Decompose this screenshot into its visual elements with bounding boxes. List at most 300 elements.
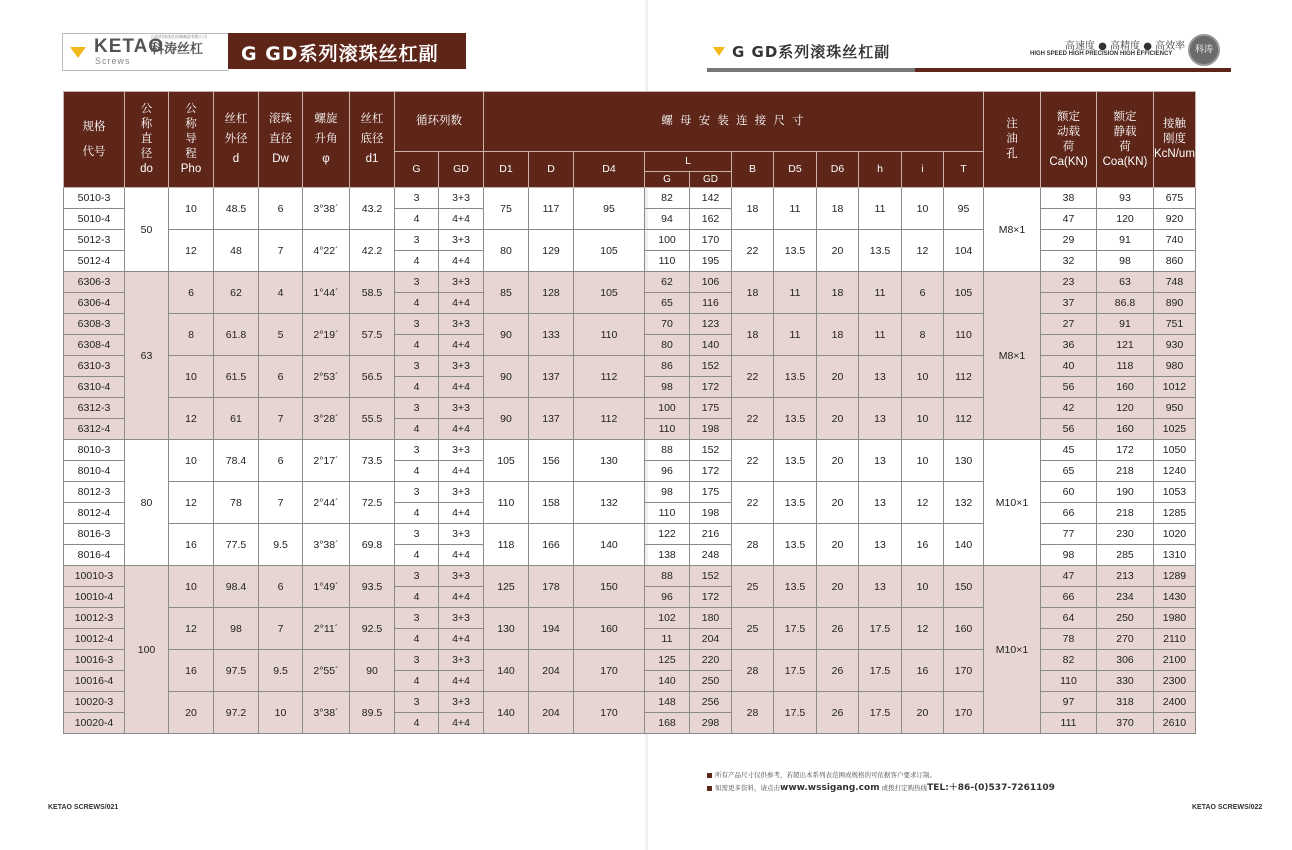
cell-g: 4 (395, 713, 439, 734)
cell-oil-hole: M8×1 (984, 272, 1041, 440)
th-nominal-diameter: 公 称 直 径 do (125, 92, 169, 188)
cell-t: 170 (944, 650, 984, 692)
cell-gd: 4+4 (439, 587, 484, 608)
cell-gd: 4+4 (439, 419, 484, 440)
th-l-g: G (645, 172, 690, 188)
cell-i: 10 (902, 398, 944, 440)
cell-d: 97.5 (214, 650, 259, 692)
cell-g: 4 (395, 503, 439, 524)
cell-static-load: 160 (1097, 377, 1154, 398)
cell-d6: 18 (817, 188, 859, 230)
th-t: T (944, 152, 984, 188)
cell-l-gd: 123 (690, 314, 732, 335)
cell-l-gd: 175 (690, 398, 732, 419)
th-d5: D5 (774, 152, 817, 188)
seal-icon: 科涛 (1188, 34, 1220, 66)
cell-h: 17.5 (859, 692, 902, 734)
cell-static-load: 218 (1097, 461, 1154, 482)
cell-static-load: 218 (1097, 503, 1154, 524)
cell-d1: 43.2 (350, 188, 395, 230)
cell-t: 112 (944, 356, 984, 398)
cell-code: 6310-4 (64, 377, 125, 398)
cell-h: 13.5 (859, 230, 902, 272)
cell-code: 6306-4 (64, 293, 125, 314)
cell-static-load: 93 (1097, 188, 1154, 209)
cell-b: 18 (732, 272, 774, 314)
cell-l-gd: 116 (690, 293, 732, 314)
cell-dynamic-load: 82 (1041, 650, 1097, 671)
cell-g: 4 (395, 461, 439, 482)
cell-code: 8016-3 (64, 524, 125, 545)
cell-g: 3 (395, 440, 439, 461)
cell-static-load: 270 (1097, 629, 1154, 650)
cell-nominal-diameter: 100 (125, 566, 169, 734)
cell-l-gd: 152 (690, 440, 732, 461)
cell-static-load: 318 (1097, 692, 1154, 713)
th-g: G (395, 152, 439, 188)
right-rule-brown (915, 68, 1231, 72)
cell-lead: 20 (169, 692, 214, 734)
cell-gd: 3+3 (439, 482, 484, 503)
cell-stiffness: 2610 (1154, 713, 1196, 734)
cell-d5: 13.5 (774, 230, 817, 272)
cell-static-load: 250 (1097, 608, 1154, 629)
cell-d6: 20 (817, 440, 859, 482)
th-l: L (645, 152, 732, 172)
cell-code: 8010-3 (64, 440, 125, 461)
cell-l-g: 11 (645, 629, 690, 650)
cell-gd: 3+3 (439, 524, 484, 545)
cell-d1: 89.5 (350, 692, 395, 734)
cell-static-load: 120 (1097, 209, 1154, 230)
cell-stiffness: 950 (1154, 398, 1196, 419)
cell-l-gd: 250 (690, 671, 732, 692)
cell-dynamic-load: 98 (1041, 545, 1097, 566)
cell-static-load: 330 (1097, 671, 1154, 692)
cell-l-g: 100 (645, 230, 690, 251)
cell-stiffness: 980 (1154, 356, 1196, 377)
cell-nut-d1: 105 (484, 440, 529, 482)
cell-gd: 3+3 (439, 188, 484, 209)
cell-phi: 2°44´ (303, 482, 350, 524)
logo-sub: Screws (95, 56, 131, 66)
cell-d1: 72.5 (350, 482, 395, 524)
cell-nut-d4: 110 (574, 314, 645, 356)
cell-dynamic-load: 23 (1041, 272, 1097, 293)
cell-d6: 26 (817, 692, 859, 734)
th-nominal-lead: 公 称 导 程 Pho (169, 92, 214, 188)
cell-l-g: 70 (645, 314, 690, 335)
cell-code: 6312-3 (64, 398, 125, 419)
cell-nut-d1: 85 (484, 272, 529, 314)
cell-gd: 4+4 (439, 293, 484, 314)
cell-l-gd: 106 (690, 272, 732, 293)
cell-b: 28 (732, 524, 774, 566)
cell-l-g: 138 (645, 545, 690, 566)
cell-g: 3 (395, 272, 439, 293)
cell-stiffness: 1240 (1154, 461, 1196, 482)
cell-nut-d: 129 (529, 230, 574, 272)
cell-g: 4 (395, 629, 439, 650)
cell-nut-d: 117 (529, 188, 574, 230)
cell-t: 130 (944, 440, 984, 482)
cell-g: 4 (395, 587, 439, 608)
right-arrow-icon (713, 47, 725, 56)
cell-dynamic-load: 29 (1041, 230, 1097, 251)
cell-d5: 11 (774, 272, 817, 314)
cell-i: 12 (902, 482, 944, 524)
cell-b: 28 (732, 650, 774, 692)
cell-nut-d1: 140 (484, 692, 529, 734)
logo-arrow-icon (70, 47, 86, 58)
cell-static-load: 160 (1097, 419, 1154, 440)
cell-gd: 3+3 (439, 314, 484, 335)
cell-h: 13 (859, 524, 902, 566)
cell-static-load: 285 (1097, 545, 1154, 566)
cell-i: 12 (902, 230, 944, 272)
cell-gd: 4+4 (439, 503, 484, 524)
bullet-square-icon (707, 773, 712, 778)
cell-dynamic-load: 45 (1041, 440, 1097, 461)
cell-gd: 3+3 (439, 692, 484, 713)
cell-i: 16 (902, 524, 944, 566)
cell-g: 4 (395, 251, 439, 272)
cell-stiffness: 751 (1154, 314, 1196, 335)
spec-table (63, 91, 1196, 734)
cell-l-gd: 142 (690, 188, 732, 209)
th-helix-angle: 螺旋 升角 φ (303, 92, 350, 188)
cell-phi: 1°44´ (303, 272, 350, 314)
cell-d5: 13.5 (774, 566, 817, 608)
cell-d6: 26 (817, 650, 859, 692)
cell-b: 22 (732, 230, 774, 272)
table-row (64, 272, 1196, 293)
cell-b: 22 (732, 356, 774, 398)
cell-stiffness: 1289 (1154, 566, 1196, 587)
cell-nut-d: 204 (529, 650, 574, 692)
cell-static-load: 234 (1097, 587, 1154, 608)
cell-stiffness: 2300 (1154, 671, 1196, 692)
cell-nut-d4: 105 (574, 230, 645, 272)
cell-gd: 4+4 (439, 671, 484, 692)
cell-g: 3 (395, 524, 439, 545)
logo-cn: 科涛丝杠 (151, 42, 204, 57)
cell-d: 78.4 (214, 440, 259, 482)
cell-h: 17.5 (859, 650, 902, 692)
note-line-1: 所有产品尺寸仅供参考，若超出本系列表范围或规格的可依据客户要求订制。 (707, 770, 936, 779)
cell-nut-d: 166 (529, 524, 574, 566)
cell-dynamic-load: 56 (1041, 419, 1097, 440)
cell-d5: 11 (774, 314, 817, 356)
cell-static-load: 120 (1097, 398, 1154, 419)
cell-phi: 2°17´ (303, 440, 350, 482)
th-d-nut: D (529, 152, 574, 188)
cell-static-load: 121 (1097, 335, 1154, 356)
cell-gd: 3+3 (439, 566, 484, 587)
cell-l-g: 82 (645, 188, 690, 209)
cell-code: 10016-4 (64, 671, 125, 692)
cell-dw: 6 (259, 566, 303, 608)
cell-l-gd: 298 (690, 713, 732, 734)
cell-gd: 4+4 (439, 251, 484, 272)
cell-gd: 3+3 (439, 272, 484, 293)
cell-stiffness: 1285 (1154, 503, 1196, 524)
cell-code: 8012-4 (64, 503, 125, 524)
cell-d6: 20 (817, 230, 859, 272)
cell-dynamic-load: 37 (1041, 293, 1097, 314)
cell-nut-d: 178 (529, 566, 574, 608)
cell-gd: 4+4 (439, 461, 484, 482)
cell-code: 10020-4 (64, 713, 125, 734)
cell-nut-d4: 170 (574, 650, 645, 692)
cell-g: 4 (395, 419, 439, 440)
cell-stiffness: 1053 (1154, 482, 1196, 503)
cell-code: 10012-3 (64, 608, 125, 629)
cell-g: 4 (395, 377, 439, 398)
cell-stiffness: 930 (1154, 335, 1196, 356)
cell-dynamic-load: 110 (1041, 671, 1097, 692)
bullet-square-icon (707, 786, 712, 791)
cell-lead: 6 (169, 272, 214, 314)
cell-static-load: 190 (1097, 482, 1154, 503)
cell-t: 150 (944, 566, 984, 608)
cell-dynamic-load: 42 (1041, 398, 1097, 419)
cell-code: 6306-3 (64, 272, 125, 293)
cell-l-gd: 198 (690, 419, 732, 440)
cell-b: 25 (732, 608, 774, 650)
cell-dw: 6 (259, 440, 303, 482)
cell-i: 8 (902, 314, 944, 356)
cell-d6: 20 (817, 482, 859, 524)
cell-stiffness: 1050 (1154, 440, 1196, 461)
logo-word: KETAO (94, 36, 165, 57)
cell-oil-hole: M10×1 (984, 566, 1041, 734)
cell-lead: 10 (169, 356, 214, 398)
cell-d5: 13.5 (774, 482, 817, 524)
cell-nut-d: 137 (529, 356, 574, 398)
cell-l-gd: 140 (690, 335, 732, 356)
website-link[interactable]: www.wssigang.com (780, 783, 880, 793)
cell-l-gd: 152 (690, 566, 732, 587)
th-d6: D6 (817, 152, 859, 188)
cell-i: 6 (902, 272, 944, 314)
cell-t: 132 (944, 482, 984, 524)
cell-b: 18 (732, 314, 774, 356)
left-title-box (228, 33, 466, 69)
cell-d5: 13.5 (774, 356, 817, 398)
cell-stiffness: 748 (1154, 272, 1196, 293)
cell-t: 140 (944, 524, 984, 566)
cell-b: 22 (732, 398, 774, 440)
cell-d5: 11 (774, 188, 817, 230)
cell-dynamic-load: 38 (1041, 188, 1097, 209)
cell-phi: 1°49´ (303, 566, 350, 608)
footer-left: KETAO SCREWS/021 (48, 804, 119, 811)
cell-nut-d: 158 (529, 482, 574, 524)
cell-static-load: 370 (1097, 713, 1154, 734)
cell-nut-d1: 90 (484, 356, 529, 398)
cell-l-gd: 195 (690, 251, 732, 272)
cell-nut-d1: 118 (484, 524, 529, 566)
th-h: h (859, 152, 902, 188)
cell-dynamic-load: 47 (1041, 566, 1097, 587)
cell-gd: 3+3 (439, 398, 484, 419)
cell-phi: 2°11´ (303, 608, 350, 650)
cell-g: 3 (395, 692, 439, 713)
cell-d5: 13.5 (774, 398, 817, 440)
cell-static-load: 91 (1097, 314, 1154, 335)
cell-nominal-diameter: 80 (125, 440, 169, 566)
th-b: B (732, 152, 774, 188)
cell-dynamic-load: 64 (1041, 608, 1097, 629)
slogan-cn: 高速度 ● 高精度 ● 高效率 (1065, 41, 1186, 52)
cell-dynamic-load: 32 (1041, 251, 1097, 272)
cell-nut-d4: 112 (574, 356, 645, 398)
th-outer-diameter: 丝杠 外径 d (214, 92, 259, 188)
cell-nut-d1: 130 (484, 608, 529, 650)
cell-h: 11 (859, 314, 902, 356)
cell-code: 6308-3 (64, 314, 125, 335)
cell-code: 8010-4 (64, 461, 125, 482)
cell-g: 4 (395, 671, 439, 692)
cell-i: 16 (902, 650, 944, 692)
th-stiffness: 接触 刚度 KcN/um (1154, 92, 1196, 188)
cell-nominal-diameter: 50 (125, 188, 169, 272)
th-spec: 规格 代号 (64, 92, 125, 188)
cell-stiffness: 1012 (1154, 377, 1196, 398)
footer-right: KETAO SCREWS/022 (1192, 804, 1263, 811)
cell-l-gd: 172 (690, 377, 732, 398)
cell-l-g: 110 (645, 251, 690, 272)
cell-d: 77.5 (214, 524, 259, 566)
cell-gd: 3+3 (439, 608, 484, 629)
table-row (64, 440, 1196, 461)
cell-dynamic-load: 66 (1041, 587, 1097, 608)
cell-l-g: 65 (645, 293, 690, 314)
cell-static-load: 91 (1097, 230, 1154, 251)
cell-nut-d4: 105 (574, 272, 645, 314)
cell-g: 3 (395, 188, 439, 209)
th-root-diameter: 丝杠 底径 d1 (350, 92, 395, 188)
cell-code: 10012-4 (64, 629, 125, 650)
cell-code: 6312-4 (64, 419, 125, 440)
cell-nut-d: 137 (529, 398, 574, 440)
cell-h: 13 (859, 356, 902, 398)
cell-dynamic-load: 40 (1041, 356, 1097, 377)
cell-d1: 58.5 (350, 272, 395, 314)
th-d1-nut: D1 (484, 152, 529, 188)
cell-d6: 20 (817, 398, 859, 440)
cell-t: 105 (944, 272, 984, 314)
cell-gd: 4+4 (439, 209, 484, 230)
cell-gd: 4+4 (439, 377, 484, 398)
cell-nut-d4: 140 (574, 524, 645, 566)
cell-stiffness: 675 (1154, 188, 1196, 209)
cell-b: 18 (732, 188, 774, 230)
cell-phi: 2°53´ (303, 356, 350, 398)
cell-l-gd: 175 (690, 482, 732, 503)
cell-d5: 13.5 (774, 524, 817, 566)
cell-dw: 5 (259, 314, 303, 356)
cell-d5: 17.5 (774, 650, 817, 692)
cell-nut-d1: 125 (484, 566, 529, 608)
cell-stiffness: 1025 (1154, 419, 1196, 440)
cell-l-gd: 180 (690, 608, 732, 629)
cell-static-load: 306 (1097, 650, 1154, 671)
cell-nut-d1: 90 (484, 314, 529, 356)
cell-code: 6308-4 (64, 335, 125, 356)
cell-dw: 6 (259, 188, 303, 230)
cell-nut-d1: 80 (484, 230, 529, 272)
th-l-gd: GD (690, 172, 732, 188)
cell-h: 11 (859, 188, 902, 230)
cell-l-g: 100 (645, 398, 690, 419)
cell-nut-d: 194 (529, 608, 574, 650)
cell-i: 12 (902, 608, 944, 650)
cell-l-gd: 220 (690, 650, 732, 671)
cell-stiffness: 890 (1154, 293, 1196, 314)
cell-dynamic-load: 77 (1041, 524, 1097, 545)
cell-d1: 57.5 (350, 314, 395, 356)
cell-d: 98 (214, 608, 259, 650)
cell-static-load: 230 (1097, 524, 1154, 545)
th-i: i (902, 152, 944, 188)
cell-l-g: 140 (645, 671, 690, 692)
cell-d: 62 (214, 272, 259, 314)
cell-gd: 4+4 (439, 713, 484, 734)
cell-nut-d: 128 (529, 272, 574, 314)
cell-lead: 16 (169, 524, 214, 566)
cell-dynamic-load: 97 (1041, 692, 1097, 713)
cell-g: 4 (395, 209, 439, 230)
cell-phi: 3°38´ (303, 188, 350, 230)
cell-stiffness: 2110 (1154, 629, 1196, 650)
cell-d: 48.5 (214, 188, 259, 230)
cell-code: 8016-4 (64, 545, 125, 566)
cell-g: 4 (395, 545, 439, 566)
cell-dw: 7 (259, 608, 303, 650)
th-static-load: 额定 静载 荷 Coa(KN) (1097, 92, 1154, 188)
cell-stiffness: 1430 (1154, 587, 1196, 608)
cell-phi: 2°19´ (303, 314, 350, 356)
th-dynamic-load: 额定 动载 荷 Ca(KN) (1041, 92, 1097, 188)
cell-gd: 3+3 (439, 356, 484, 377)
cell-dw: 7 (259, 398, 303, 440)
cell-d1: 69.8 (350, 524, 395, 566)
cell-code: 5010-4 (64, 209, 125, 230)
cell-oil-hole: M10×1 (984, 440, 1041, 566)
cell-l-g: 88 (645, 566, 690, 587)
cell-d1: 42.2 (350, 230, 395, 272)
cell-l-gd: 172 (690, 587, 732, 608)
cell-lead: 12 (169, 398, 214, 440)
cell-g: 3 (395, 482, 439, 503)
right-rule-grey (707, 68, 915, 72)
cell-gd: 3+3 (439, 230, 484, 251)
cell-dw: 10 (259, 692, 303, 734)
cell-dynamic-load: 27 (1041, 314, 1097, 335)
cell-lead: 10 (169, 440, 214, 482)
cell-lead: 12 (169, 608, 214, 650)
cell-nut-d4: 130 (574, 440, 645, 482)
cell-dynamic-load: 36 (1041, 335, 1097, 356)
cell-nut-d: 133 (529, 314, 574, 356)
cell-i: 10 (902, 566, 944, 608)
cell-t: 112 (944, 398, 984, 440)
cell-phi: 3°38´ (303, 692, 350, 734)
cell-g: 4 (395, 335, 439, 356)
cell-dynamic-load: 111 (1041, 713, 1097, 734)
